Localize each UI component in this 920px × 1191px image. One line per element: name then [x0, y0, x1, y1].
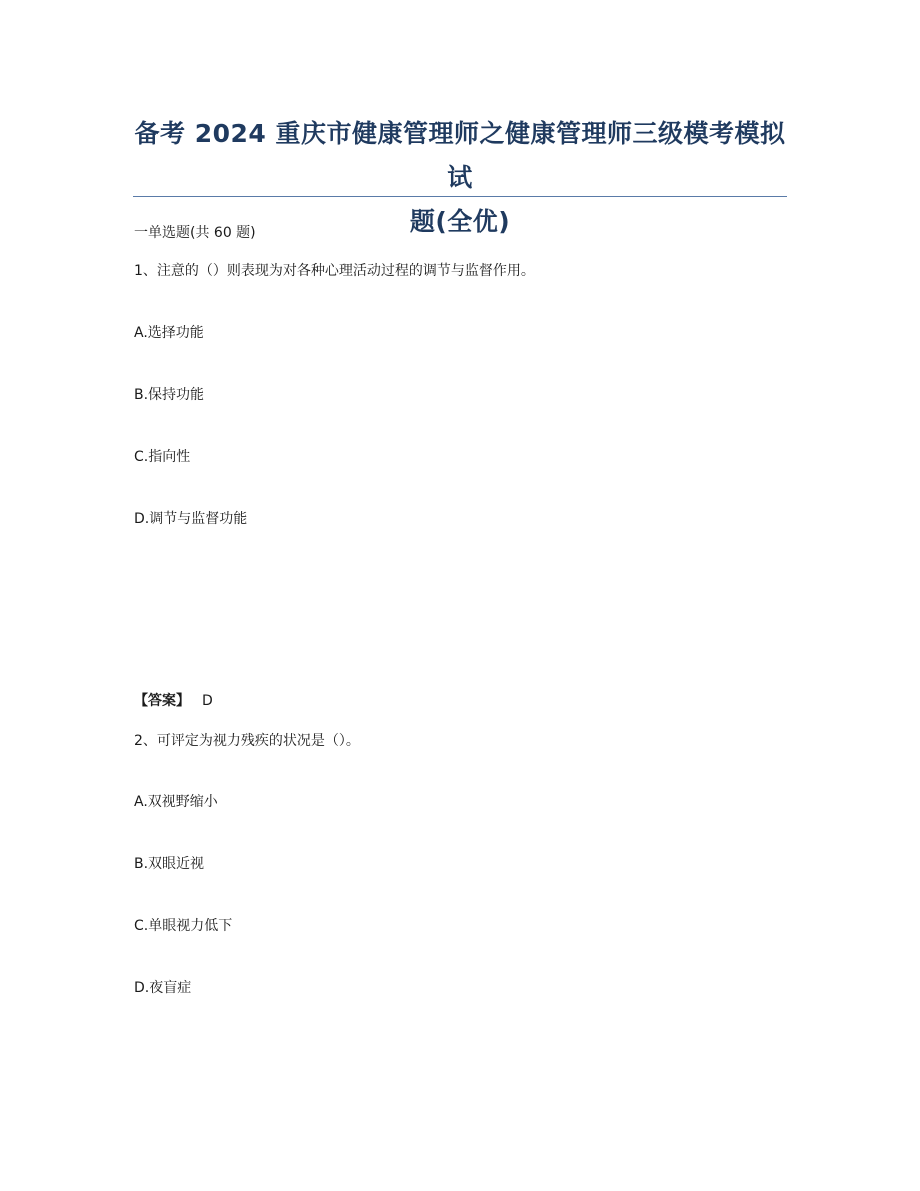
question-2-option-a: A.双视野缩小: [134, 794, 218, 810]
document-title-line-1: 备考 2024 重庆市健康管理师之健康管理师三级模考模拟试: [134, 119, 786, 192]
answer-value: D: [202, 693, 213, 709]
question-2-option-b: B.双眼近视: [134, 856, 205, 872]
question-1-option-d: D.调节与监督功能: [134, 511, 248, 527]
document-title-line-2: 题(全优): [409, 207, 511, 236]
question-2-option-c: C.单眼视力低下: [134, 918, 233, 934]
answer-label: 【答案】: [134, 693, 190, 709]
question-1-answer: [134, 691, 213, 711]
question-2-text: 2、可评定为视力残疾的状况是（）。: [134, 733, 360, 749]
section-header: 一单选题(共 60 题): [134, 225, 256, 241]
question-1-option-a: A.选择功能: [134, 325, 204, 341]
question-1-text: 1、注意的（）则表现为对各种心理活动过程的调节与监督作用。: [134, 263, 535, 279]
question-1-option-b: B.保持功能: [134, 387, 205, 403]
title-divider: [133, 196, 787, 197]
question-1-option-c: C.指向性: [134, 449, 191, 465]
question-2-option-d: D.夜盲症: [134, 980, 192, 996]
